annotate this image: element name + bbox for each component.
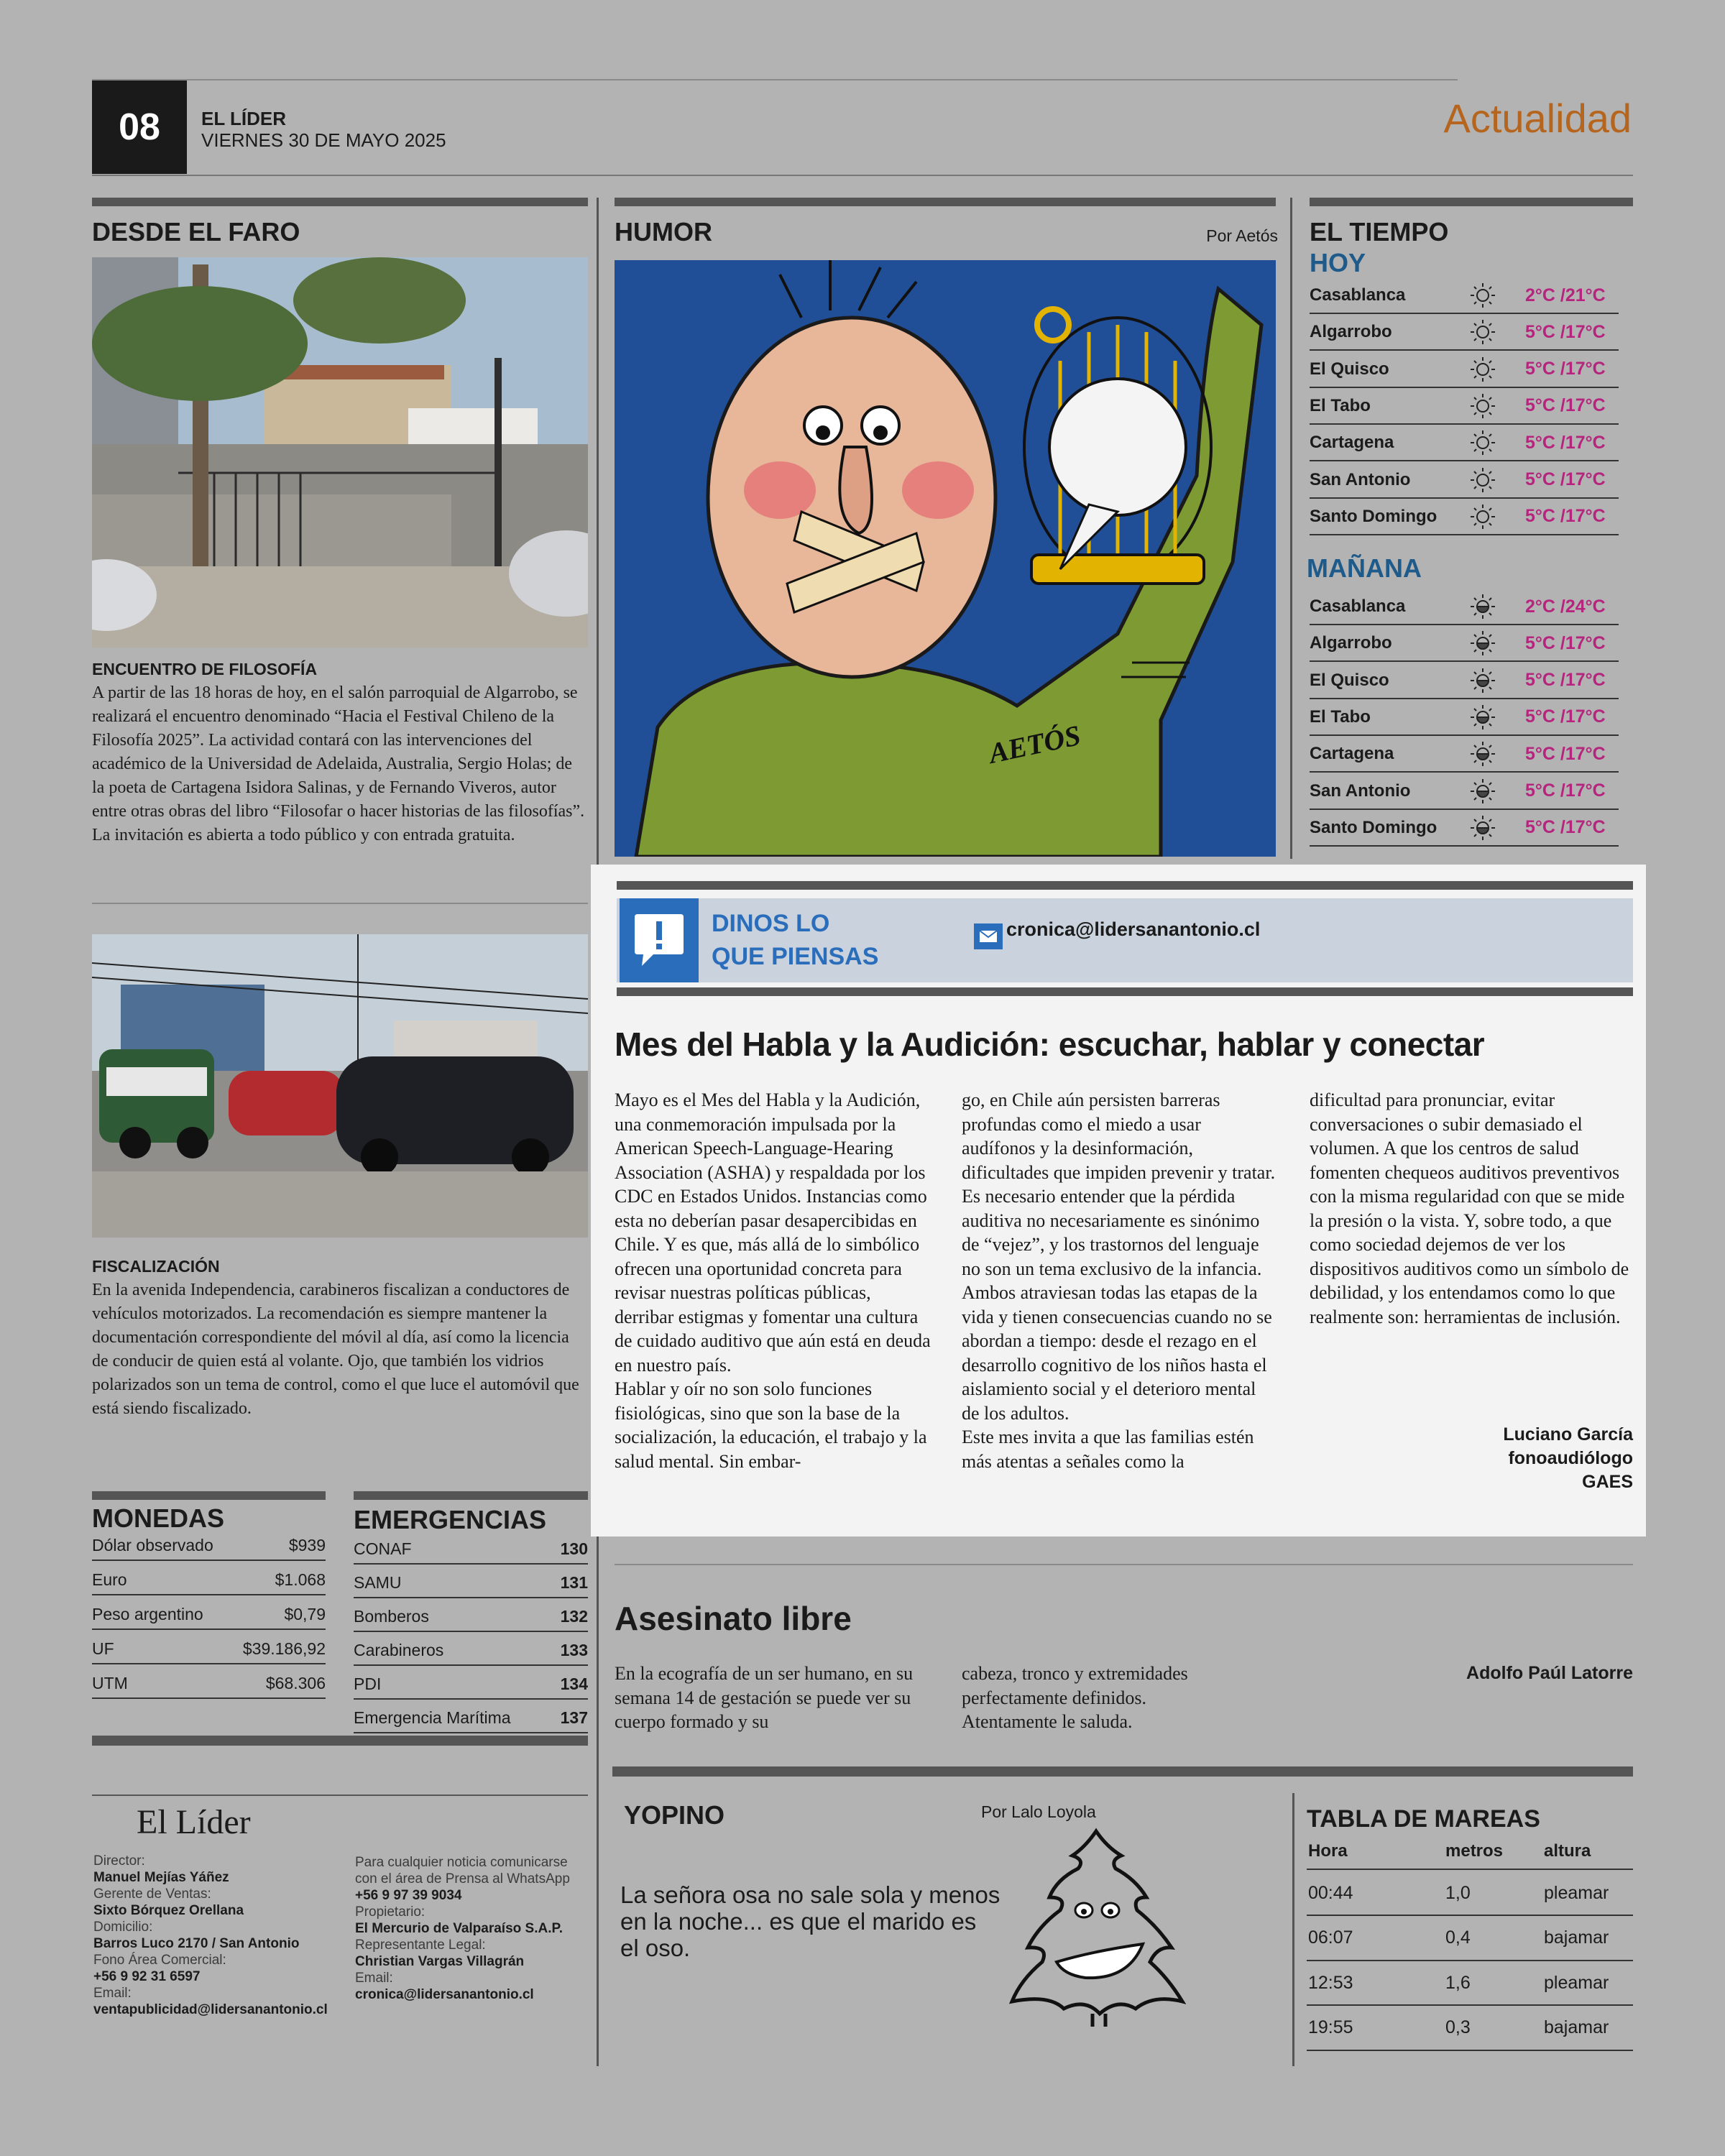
faro-text-1: A partir de las 18 horas de hoy, en el salón parroquial de Algarrobo, se realizará el encuentro denominado “Hacia el Festival Chileno de la Filosofía 2025”. La actividad contará con las intervenciones del académico de la Universidad de Adelaida, Australia, Sergio Holas; de la poeta de Cartagena Isidora Salinas, y de Fernando Viveros, autor entre otras obras del libro “Filosofar o hacer historias de las filosofías”. La invitación es abierta a todo público y con entrada gratuita. [92,683,585,844]
monedas-title: MONEDAS [92,1503,225,1533]
weather-temp: 5°C /17°C [1525,469,1606,489]
weather-city: Cartagena [1310,744,1394,764]
marea-metros: 1,6 [1445,1972,1471,1993]
weather-temp: 5°C /17°C [1525,706,1606,727]
paper-name: EL LÍDER [201,108,286,129]
emergencias-row [354,1632,588,1666]
marea-metros: 1,0 [1445,1882,1471,1903]
exclamation-icon [620,898,699,982]
mareas-col-altura: altura [1544,1841,1591,1861]
emergencias-value: 133 [560,1641,588,1659]
weather-temp: 5°C /17°C [1525,432,1606,453]
masthead-label: Email: [355,1971,393,1986]
emergencias-label: Carabineros [354,1641,444,1659]
marea-hora: 12:53 [1308,1972,1353,1993]
emergencias-value: 132 [560,1607,588,1626]
weather-temp: 5°C /17°C [1525,670,1606,691]
sun-icon [1465,318,1501,346]
emergencias-label: PDI [354,1674,382,1693]
masthead-label: Representante Legal: [355,1938,486,1953]
emergencias-value: 130 [560,1539,588,1558]
page-number: 08 [92,80,187,174]
masthead-value: +56 9 92 31 6597 [93,1969,201,1984]
masthead-label: Gerente de Ventas: [93,1886,211,1902]
monedas-label: Euro [92,1570,127,1589]
emergencias-title: EMERGENCIAS [354,1505,547,1534]
weather-temp: 5°C /17°C [1525,359,1606,379]
weather-city: Algarrobo [1310,633,1392,653]
mail-icon [974,923,1003,949]
monedas-label: Peso argentino [92,1605,203,1623]
letter1-sig-org: GAES [1582,1472,1633,1492]
weather-city: El Quisco [1310,359,1389,379]
monedas-value: $39.186,92 [242,1639,326,1658]
masthead-value: +56 9 97 39 9034 [355,1888,462,1903]
weather-city: Santo Domingo [1310,506,1438,526]
emergencias-value: 134 [560,1674,588,1693]
weather-row [1310,737,1619,773]
weather-temp: 2°C /24°C [1525,596,1606,617]
monedas-label: UF [92,1639,114,1658]
yopino-title: YOPINO [624,1800,725,1830]
monedas-row [92,1664,326,1699]
humor-cartoon [615,260,1276,857]
weather-row [1310,463,1619,499]
weather-row [1310,315,1619,351]
mareas-col-metros: metros [1445,1841,1504,1861]
emergencias-row [354,1666,588,1700]
faro-caption-2: FISCALIZACIÓN [92,1257,220,1276]
faro-text-2: En la avenida Independencia, carabineros fiscalizan a conductores de vehículos motorizados. La recomendación es siempre mantener la documentación correspondiente del móvil al día, así como la licencia de conducir de quien está al volante. Ojo, que también los vidrios polarizados son un tema de control, como el que luce el automóvil que está siendo fiscalizado. [92,1281,579,1418]
dinos-email[interactable]: cronica@lidersanantonio.cl [1006,918,1261,940]
monedas-row [92,1595,326,1630]
weather-temp: 5°C /17°C [1525,817,1606,838]
masthead-label: Director: [93,1853,145,1869]
weather-city: El Tabo [1310,706,1371,727]
marea-hora: 00:44 [1308,1882,1353,1903]
monedas-label: Dólar observado [92,1536,213,1554]
emergencias-row [354,1700,588,1733]
letter2-signature: Adolfo Paúl Latorre [1466,1663,1633,1683]
sun-icon [1465,466,1501,494]
weather-temp: 5°C /17°C [1525,395,1606,416]
monedas-row [92,1561,326,1595]
weather-row [1310,589,1619,625]
weather-row [1310,700,1619,736]
sun-icon [1465,666,1501,695]
weather-row [1310,389,1619,425]
sun-icon [1465,629,1501,658]
weather-city: San Antonio [1310,780,1411,801]
weather-title: EL TIEMPO [1310,217,1449,247]
marea-altura: pleamar [1544,1882,1609,1903]
fiscalizacion-photo [92,934,588,1238]
emergencias-label: Bomberos [354,1607,429,1626]
monedas-label: UTM [92,1674,128,1692]
masthead-label: Para cualquier noticia comunicarse con el área de Prensa al WhatsApp [355,1855,570,1886]
masthead-logo: El Líder [137,1803,251,1841]
weather-row [1310,352,1619,388]
masthead-label: Email: [93,1986,132,2001]
marea-row [1307,1917,1633,1961]
emergencias-row [354,1598,588,1632]
marea-altura: pleamar [1544,1972,1609,1993]
emergencias-label: Emergencia Marítima [354,1708,511,1727]
yopino-tree-cartoon [1006,1825,1186,2027]
letter1-col3: dificultad para pronunciar, evitar conversaciones o subir demasiado el volumen. A que los centros de salud fomenten chequeos auditivos preventivos con la misma regularidad con que se mide la presión o la vista. Y, sobre todo, a que como sociedad dejemos de ver los dispositivos auditivos como un símbolo de debilidad, y los entendamos como lo que realmente son: herramientas de inclusión. [1310,1089,1629,1327]
monedas-value: $68.306 [265,1674,326,1692]
monedas-value: $1.068 [275,1570,326,1589]
letter2-col2: cabeza, tronco y extremidades perfectamente definidos. Atentamente le saluda. [962,1663,1188,1732]
monedas-value: $0,79 [284,1605,326,1623]
emergencias-value: 137 [560,1708,588,1727]
masthead-label: Domicilio: [93,1920,153,1935]
marea-altura: bajamar [1544,2017,1609,2037]
sun-icon [1465,392,1501,420]
issue-date: VIERNES 30 DE MAYO 2025 [201,129,446,151]
weather-row [1310,811,1619,847]
monedas-row [92,1630,326,1664]
faro-caption-1: ENCUENTRO DE FILOSOFÍA [92,660,318,678]
yopino-joke: La señora osa no sale sola y menos en la noche... es que el marido es el oso. [620,1881,1000,1961]
masthead-label: Fono Área Comercial: [93,1953,226,1968]
masthead-value: El Mercurio de Valparaíso S.A.P. [355,1921,563,1936]
masthead-value: ventapublicidad@lidersanantonio.cl [93,2002,328,2017]
yopino-author: Por Lalo Loyola [981,1802,1096,1821]
dinos-title [712,907,878,973]
letter1-sig-name: Luciano García [1503,1424,1633,1445]
weather-row [1310,278,1619,314]
weather-temp: 5°C /17°C [1525,780,1606,801]
sun-icon [1465,355,1501,384]
marea-row [1307,1871,1633,1916]
faro-photo [92,257,588,648]
emergencias-row [354,1531,588,1565]
masthead-value: Sixto Bórquez Orellana [93,1903,244,1918]
weather-city: San Antonio [1310,469,1411,489]
marea-row [1307,2007,1633,2051]
section-title: Actualidad [1443,96,1632,141]
sun-icon [1465,592,1501,621]
dinos-title-line2: QUE PIENSAS [712,943,879,970]
marea-altura: bajamar [1544,1927,1609,1948]
masthead-value: cronica@lidersanantonio.cl [355,1987,534,2002]
weather-row [1310,425,1619,461]
letter1-col1: Mayo es el Mes del Habla y la Audición, una conmemoración impulsada por la American Speech-Language-Hearing Association (ASHA) y respaldada por los CDC en Estados Unidos. Instancias como esta no deberían pasar desapercibidas en Chile. Y es que, más allá de lo simbólico ofrecen una oportunidad concreta para revisar nuestras políticas públicas, derribar estigmas y fomentar una cultura de cuidado auditivo que aún está en deuda en nuestro país. Hablar y oír no son solo funciones fisiológicas, sino que son la base de la socialización, la educación, el trabajo y la salud mental. Sin embar- [615,1089,931,1472]
dinos-title-line1: DINOS LO [712,910,830,937]
weather-temp: 5°C /17°C [1525,321,1606,342]
emergencias-value: 131 [560,1573,588,1592]
weather-city: El Quisco [1310,670,1389,690]
letter2-col1: En la ecografía de un ser humano, en su semana 14 de gestación se puede ver su cuerpo formado y su [615,1663,914,1732]
mareas-header [1307,1841,1633,1870]
faro-title: DESDE EL FARO [92,217,300,247]
masthead-value: Manuel Mejías Yáñez [93,1870,229,1885]
emergencias-row [354,1565,588,1598]
marea-metros: 0,4 [1445,1927,1471,1948]
letter1-signature [1503,1423,1633,1494]
mareas-title: TABLA DE MAREAS [1307,1805,1540,1833]
humor-title: HUMOR [615,217,712,247]
sun-icon [1465,281,1501,310]
letter1-sig-role: fonoaudiólogo [1508,1448,1633,1468]
monedas-row [92,1526,326,1561]
emergencias-label: CONAF [354,1539,412,1558]
emergencias-label: SAMU [354,1573,402,1592]
masthead-value: Christian Vargas Villagrán [355,1954,525,1969]
weather-row [1310,663,1619,699]
weather-temp: 5°C /17°C [1525,743,1606,764]
masthead-label: Propietario: [355,1904,426,1920]
marea-metros: 0,3 [1445,2017,1471,2037]
humor-signature: AETÓS [985,719,1084,770]
weather-temp: 2°C /21°C [1525,285,1606,305]
weather-city: Cartagena [1310,433,1394,453]
letter2-headline: Asesinato libre [615,1600,852,1637]
weather-temp: 5°C /17°C [1525,632,1606,653]
weather-row [1310,774,1619,810]
weather-city: Casablanca [1310,285,1406,305]
sun-icon [1465,703,1501,732]
sun-icon [1465,777,1501,806]
sun-icon [1465,740,1501,768]
weather-today-label: HOY [1310,248,1366,277]
weather-city: Casablanca [1310,596,1406,616]
weather-city: Santo Domingo [1310,817,1438,837]
marea-hora: 06:07 [1308,1927,1353,1948]
weather-tomorrow-label: MAÑANA [1307,553,1422,583]
weather-city: Algarrobo [1310,322,1392,342]
weather-temp: 5°C /17°C [1525,506,1606,527]
sun-icon [1465,502,1501,531]
sun-icon [1465,428,1501,457]
monedas-value: $939 [288,1536,326,1554]
letter1-headline: Mes del Habla y la Audición: escuchar, hablar y conectar [615,1026,1485,1063]
weather-city: El Tabo [1310,395,1371,415]
weather-row [1310,499,1619,535]
mareas-col-hora: Hora [1308,1841,1348,1861]
marea-hora: 19:55 [1308,2017,1353,2037]
letter1-col2: go, en Chile aún persisten barreras profundas como el miedo a usar audífonos y la desinformación, dificultades que impiden prevenir y tratar. Es necesario entender que la pérdida auditiva no necesariamente es sinónimo de “vejez”, y los trastornos del lenguaje no son un tema exclusivo de la infancia. Ambos atraviesan todas las etapas de la vida y tienen consecuencias cuando no se abordan a tiempo: desde el rezago en el desarrollo cognitivo de los niños hasta el aislamiento social y el deterioro mental de los adultos. Este mes invita a que las familias estén más atentas a señales como la [962,1089,1276,1472]
masthead-value: Barros Luco 2170 / San Antonio [93,1936,300,1951]
marea-row [1307,1961,1633,2006]
weather-row [1310,626,1619,662]
sun-icon [1465,814,1501,842]
humor-author: Por Aetós [1206,226,1278,245]
